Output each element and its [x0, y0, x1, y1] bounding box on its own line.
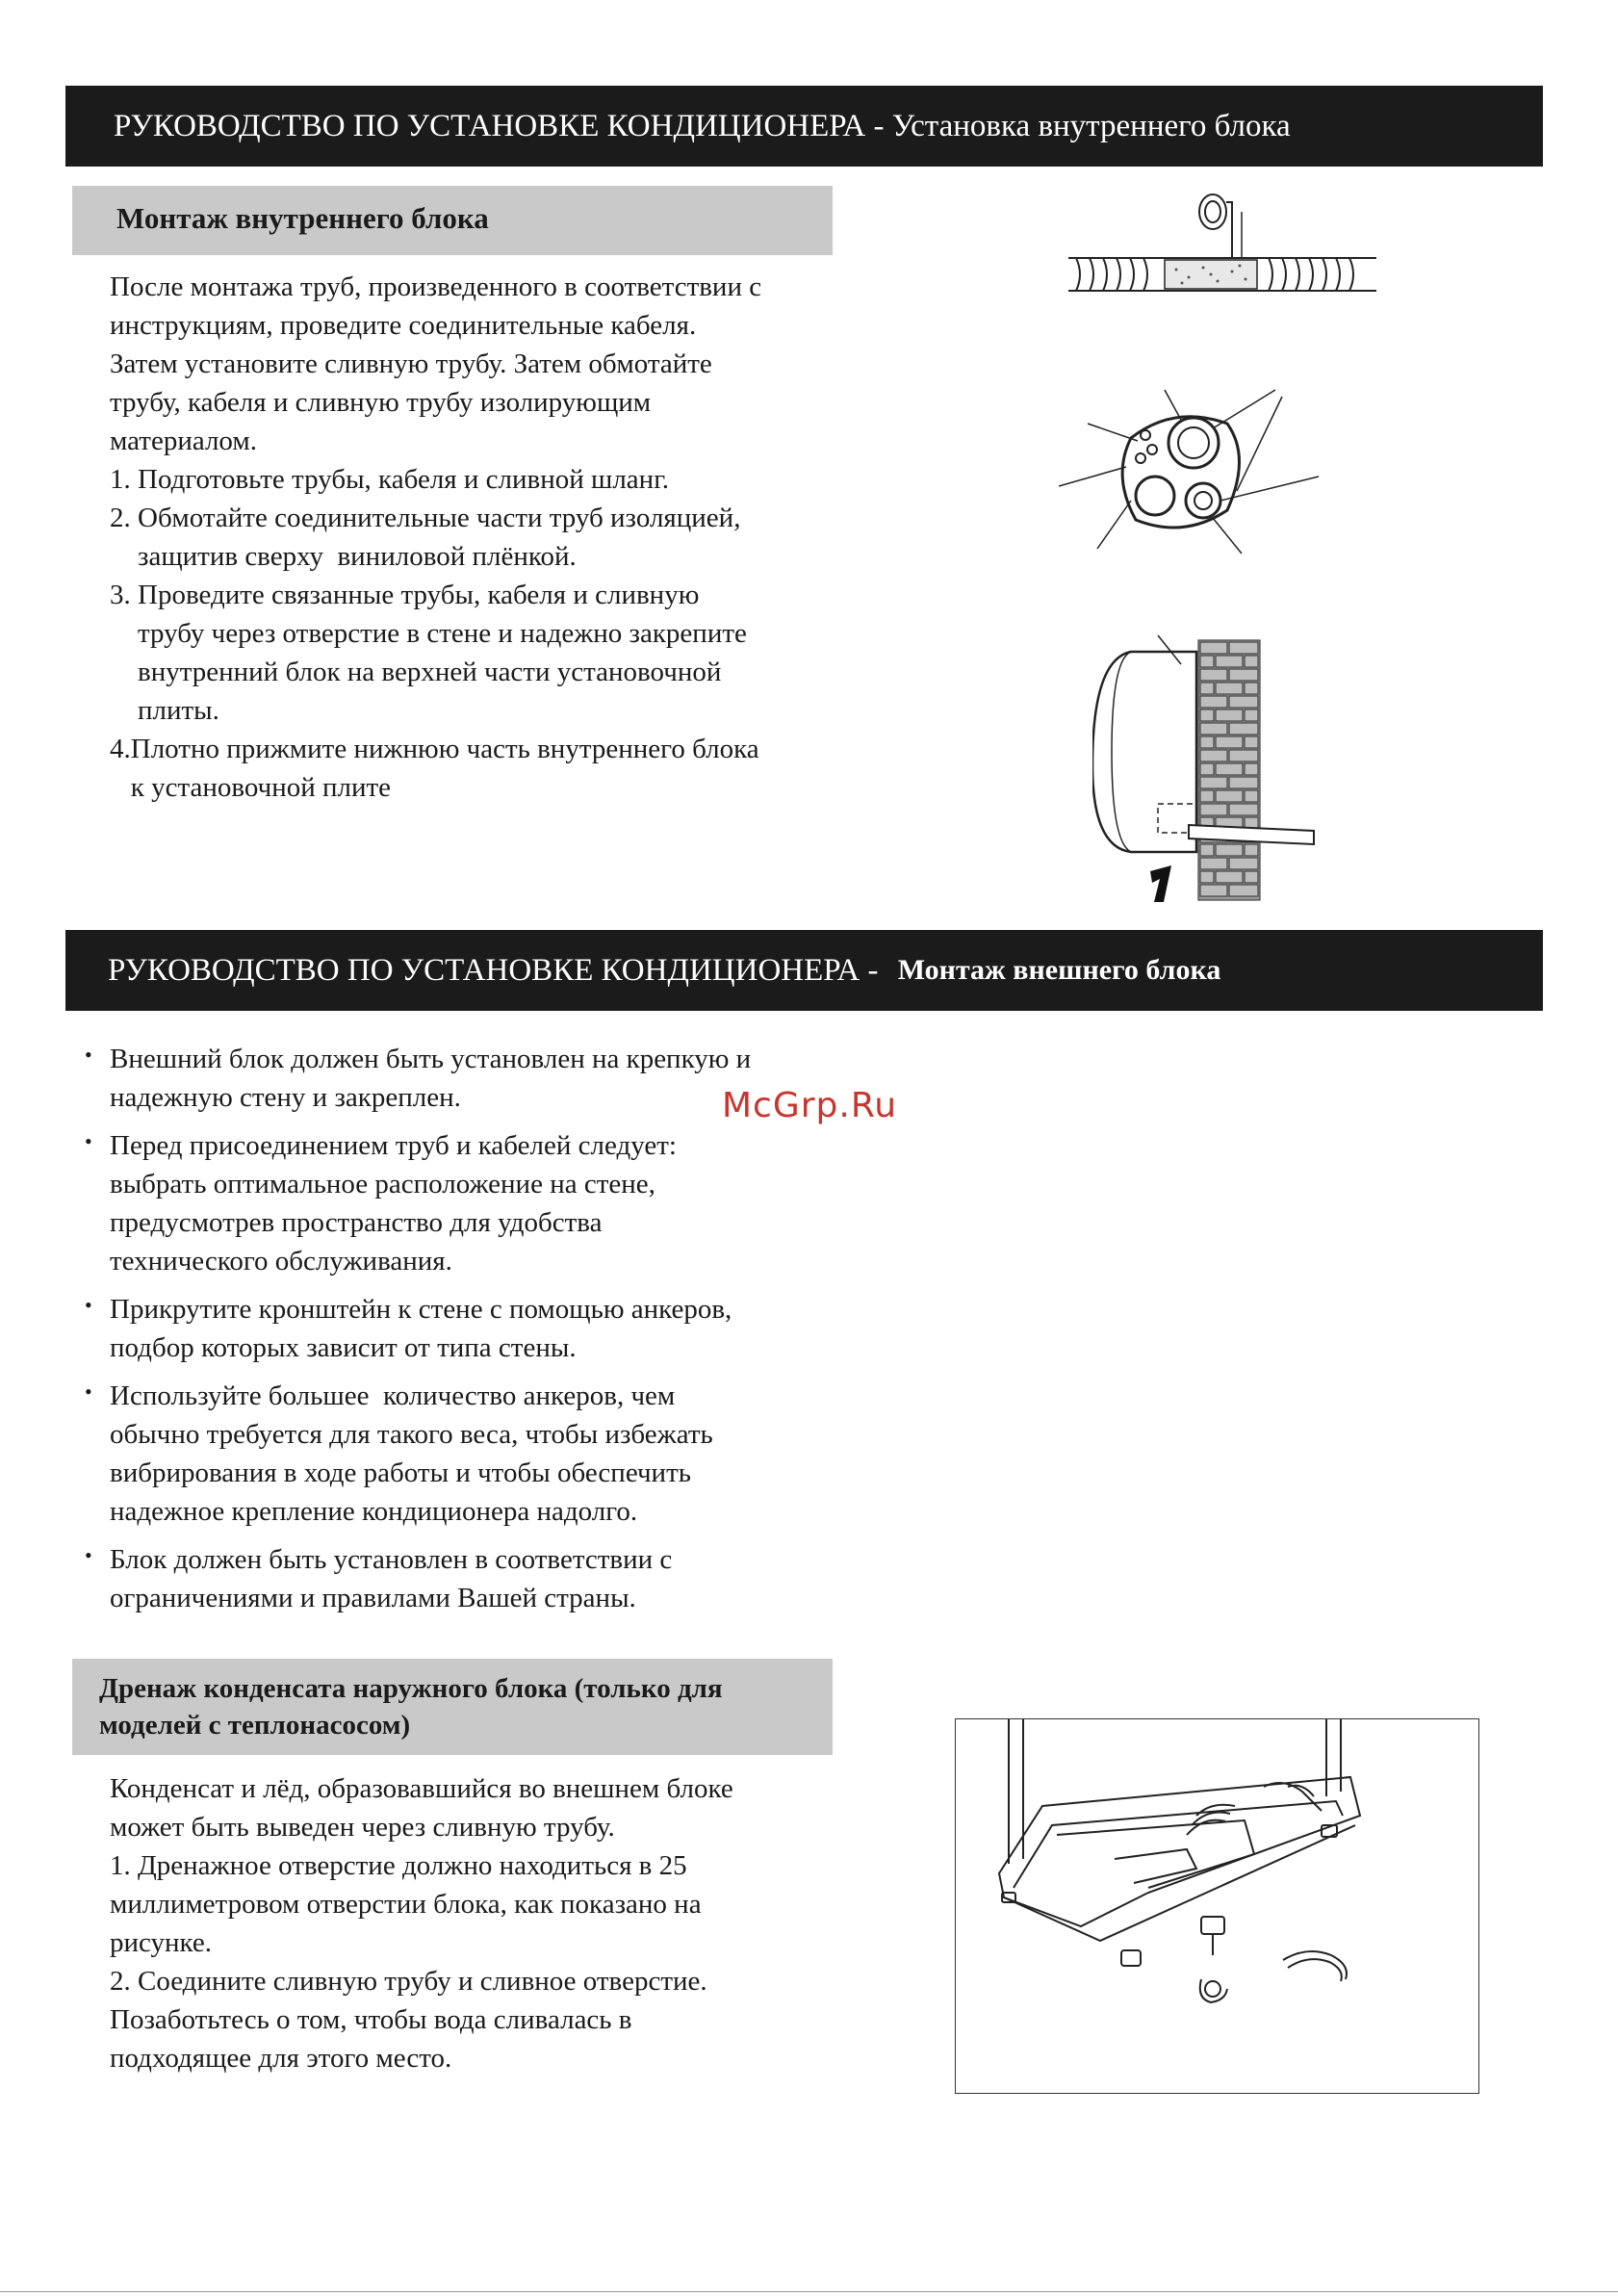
bullet-dot-icon: • — [85, 1380, 92, 1404]
bullet-line: Блок должен быть установлен в соответствии с — [110, 1544, 673, 1575]
step-line: к установочной плите — [110, 772, 392, 803]
bullet-item — [85, 1040, 751, 1117]
outdoor-drain-illustration — [956, 1719, 1480, 2095]
bullet-dot-icon: • — [85, 1129, 92, 1153]
text-line: рисунке. — [110, 1927, 213, 1958]
bullet-line: предусмотрев пространство для удобства — [110, 1207, 603, 1238]
outdoor-bullet-list — [85, 1040, 751, 1627]
step-line: внутренний блок на верхней части установочной — [110, 657, 722, 687]
text-line: материалом. — [110, 426, 257, 456]
indoor-unit-wall-illustration — [1092, 631, 1323, 910]
text-line: подходящее для этого место. — [110, 2043, 452, 2074]
step-line: 1. Подготовьте трубы, кабеля и сливной шланг. — [110, 464, 670, 495]
bullet-line: вибрирования в ходе работы и чтобы обеспечить — [110, 1458, 691, 1488]
intro-text — [110, 268, 761, 460]
step-line: защитив сверху виниловой плёнкой. — [110, 541, 577, 572]
text-line: может быть выведен через сливную трубу. — [110, 1812, 615, 1843]
bullet-line: Внешний блок должен быть установлен на крепкую и — [110, 1044, 752, 1074]
text-line: миллиметровом отверстии блока, как показано на — [110, 1889, 702, 1920]
text-line: После монтажа труб, произведенного в соответствии с — [110, 271, 762, 302]
section-banner-outdoor — [65, 930, 1543, 1011]
bullet-dot-icon: • — [85, 1293, 92, 1317]
bullet-line: надежную стену и закреплен. — [110, 1082, 461, 1113]
pipe-bundle-cross-section — [1059, 385, 1328, 558]
step-line: трубу через отверстие в стене и надежно закрепите — [110, 618, 747, 649]
banner-suffix: Установка внутреннего блока — [891, 108, 1291, 143]
subheading-condensate-drain — [72, 1659, 833, 1755]
bullet-line: технического обслуживания. — [110, 1246, 452, 1277]
bullet-line: Используйте большее количество анкеров, чем — [110, 1380, 676, 1411]
bullet-item — [85, 1126, 751, 1280]
banner-prefix: РУКОВОДСТВО ПО УСТАНОВКЕ КОНДИЦИОНЕРА - — [114, 108, 892, 143]
subheading-indoor-mounting: Монтаж внутреннего блока — [72, 186, 833, 255]
text-line: инструкциям, проведите соединительные кабеля. — [110, 310, 697, 341]
text-line: Конденсат и лёд, образовавшийся во внешнем блоке — [110, 1773, 733, 1804]
bullet-line: ограничениями и правилами Вашей страны. — [110, 1583, 636, 1613]
subheading-line: моделей с теплонасосом) — [99, 1710, 411, 1741]
subheading-line: Дренаж конденсата наружного блока (только для — [99, 1673, 723, 1704]
bullet-line: надежное крепление кондиционера надолго. — [110, 1496, 638, 1527]
bullet-dot-icon: • — [85, 1043, 92, 1067]
text-line: трубу, кабеля и сливную трубу изолирующим — [110, 387, 652, 418]
drain-text — [110, 1769, 733, 2077]
text-line: Затем установите сливную трубу. Затем обмотайте — [110, 348, 712, 379]
bullet-line: подбор которых зависит от типа стены. — [110, 1332, 577, 1363]
step-line: 2. Обмотайте соединительные части труб изоляцией, — [110, 503, 741, 533]
bullet-item — [85, 1290, 751, 1367]
bullet-line: обычно требуется для такого веса, чтобы избежать — [110, 1419, 713, 1450]
text-line: 1. Дренажное отверстие должно находиться в 25 — [110, 1850, 687, 1881]
page-bottom-rule — [0, 2291, 1618, 2292]
steps-list — [110, 460, 759, 807]
bullet-line: выбрать оптимальное расположение на стене, — [110, 1169, 655, 1200]
watermark: McGrp.Ru — [722, 1086, 898, 1125]
step-line: 3. Проведите связанные трубы, кабеля и сливную — [110, 580, 700, 610]
bullet-line: Перед присоединением труб и кабелей следует: — [110, 1130, 677, 1161]
step-line: плиты. — [110, 695, 219, 726]
bullet-line: Прикрутите кронштейн к стене с помощью анкеров, — [110, 1294, 732, 1325]
text-line: Позаботьтесь о том, чтобы вода сливалась в — [110, 2004, 632, 2035]
bullet-item — [85, 1540, 751, 1617]
banner-suffix: Монтаж внешнего блока — [897, 954, 1221, 986]
bullet-item — [85, 1377, 751, 1531]
banner-prefix: РУКОВОДСТВО ПО УСТАНОВКЕ КОНДИЦИОНЕРА - — [108, 952, 886, 988]
wrapped-pipe-illustration — [1068, 183, 1376, 308]
step-line: 4.Плотно прижмите нижнюю часть внутреннего блока — [110, 734, 759, 764]
section-banner-indoor — [65, 86, 1543, 167]
bullet-dot-icon: • — [85, 1543, 92, 1567]
text-line: 2. Соедините сливную трубу и сливное отверстие. — [110, 1966, 707, 1997]
outdoor-drain-illustration-frame — [955, 1718, 1479, 2094]
